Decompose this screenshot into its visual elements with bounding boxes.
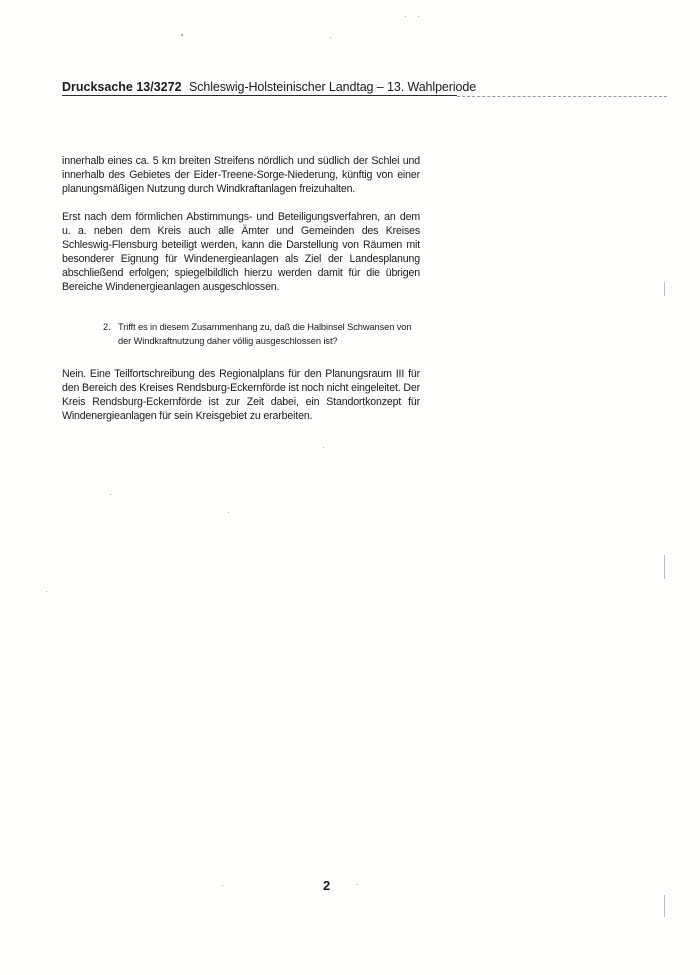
scan-speck	[330, 37, 331, 38]
scan-speck	[405, 16, 406, 17]
scan-speck	[110, 494, 111, 495]
scan-edge-mark	[664, 555, 665, 579]
question-text: Trifft es in diesem Zusammenhang zu, daß die Halbinsel Schwansen von der Windkraftnutzung daher völlig ausgeschlossen ist?	[118, 322, 412, 346]
scan-speck	[181, 34, 183, 36]
scan-speck	[357, 884, 358, 885]
question-block	[103, 321, 423, 348]
page-number: 2	[323, 878, 331, 893]
running-header	[62, 80, 477, 96]
document-number: Drucksache 13/3272	[62, 80, 182, 94]
scan-speck	[323, 447, 324, 448]
paragraph-procedure: Erst nach dem förmlichen Abstimmungs- und Beteiligungsverfahren, an dem u. a. neben dem Kreis auch alle Ämter und Gemeinden des Kreises Schleswig-Flensburg beteiligt werden, kann die Darstellung von Räumen mit besonderer Eignung für Windenergieanlagen als Ziel der Landesplanung abschließend erfolgen; spiegelbildlich hierzu werden damit für die übrigen Bereiche Windenergieanlagen ausgeschlossen.	[62, 211, 420, 293]
scan-edge-mark	[664, 895, 665, 917]
parliament-period: Schleswig-Holsteinischer Landtag – 13. Wahlperiode	[189, 80, 477, 94]
answer-paragraph: Nein. Eine Teilfortschreibung des Regionalplans für den Planungsraum III für den Bereich des Kreises Rendsburg-Eckernförde ist noch nicht eingeleitet. Der Kreis Rendsburg-Eckernförde ist zur Zeit dabei, ein Standortkonzept für Windenergieanlagen für sein Kreisgebiet zu erarbeiten.	[62, 368, 420, 422]
question-number: 2.	[103, 322, 111, 332]
header-rule	[457, 96, 667, 97]
scan-speck	[46, 591, 47, 592]
scan-edge-mark	[664, 282, 665, 296]
scan-speck	[418, 16, 419, 17]
paragraph-continuation: innerhalb eines ca. 5 km breiten Streifens nördlich und südlich der Schlei und innerhalb des Gebietes der Eider-Treene-Sorge-Niederung, künftig von einer planungsmäßigen Nutzung durch Windkraftanlagen freizuhalten.	[62, 155, 420, 195]
scan-speck	[222, 885, 223, 886]
scan-speck	[228, 512, 229, 513]
